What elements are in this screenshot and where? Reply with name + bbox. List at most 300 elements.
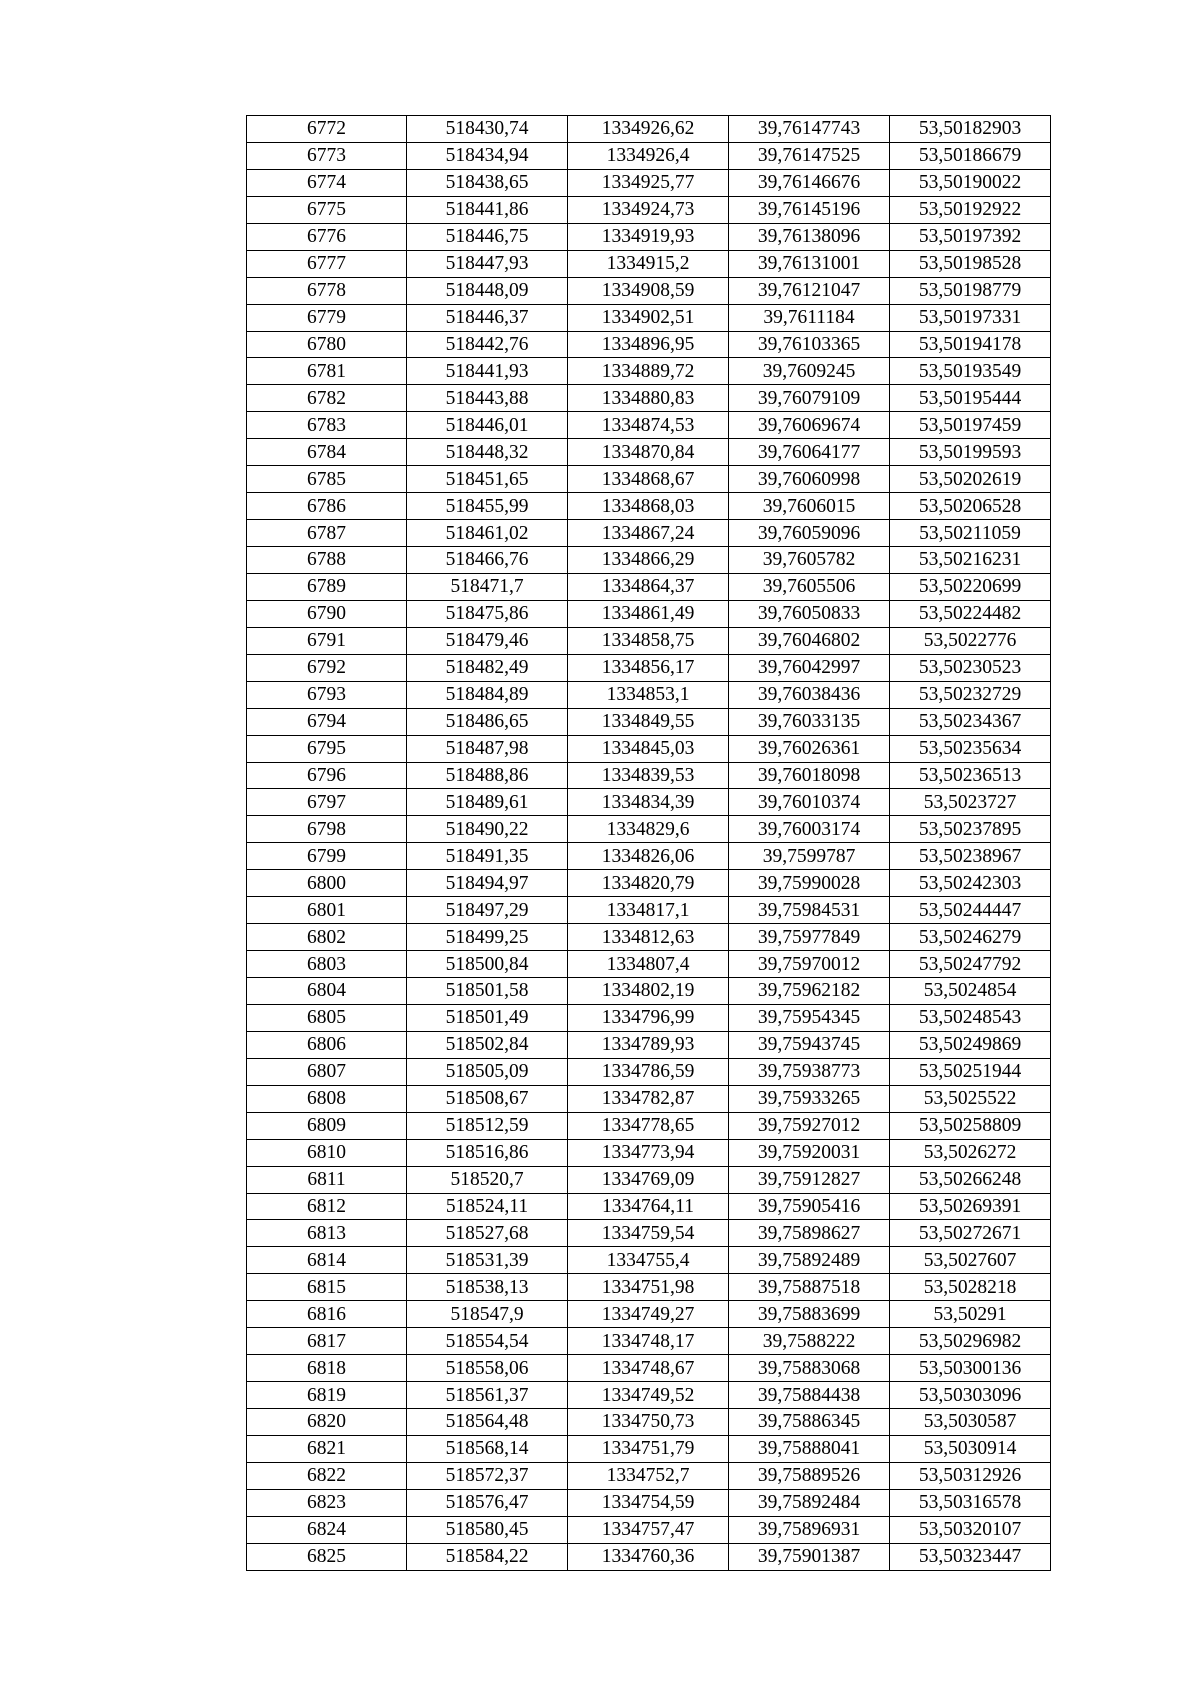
latitude-cell: 53,50316578	[890, 1489, 1051, 1516]
x-coordinate-cell: 518438,65	[407, 169, 568, 196]
point-number-cell: 6791	[247, 627, 407, 654]
x-coordinate-cell: 518554,54	[407, 1328, 568, 1355]
table-row	[247, 1058, 1051, 1085]
table-row	[247, 573, 1051, 600]
latitude-cell: 53,50186679	[890, 142, 1051, 169]
x-coordinate-cell: 518466,76	[407, 547, 568, 574]
y-coordinate-cell: 1334769,09	[568, 1166, 729, 1193]
longitude-cell: 39,76060998	[729, 466, 890, 493]
table-row	[247, 520, 1051, 547]
longitude-cell: 39,75887518	[729, 1274, 890, 1301]
y-coordinate-cell: 1334749,27	[568, 1301, 729, 1328]
longitude-cell: 39,76147525	[729, 142, 890, 169]
latitude-cell: 53,50242303	[890, 870, 1051, 897]
x-coordinate-cell: 518520,7	[407, 1166, 568, 1193]
x-coordinate-cell: 518491,35	[407, 843, 568, 870]
latitude-cell: 53,50258809	[890, 1112, 1051, 1139]
longitude-cell: 39,75886345	[729, 1409, 890, 1436]
x-coordinate-cell: 518538,13	[407, 1274, 568, 1301]
table-row	[247, 1274, 1051, 1301]
x-coordinate-cell: 518441,93	[407, 358, 568, 385]
y-coordinate-cell: 1334896,95	[568, 331, 729, 358]
longitude-cell: 39,76018098	[729, 762, 890, 789]
point-number-cell: 6776	[247, 223, 407, 250]
y-coordinate-cell: 1334802,19	[568, 978, 729, 1005]
longitude-cell: 39,76026361	[729, 735, 890, 762]
table-row	[247, 547, 1051, 574]
table-row	[247, 493, 1051, 520]
point-number-cell: 6818	[247, 1355, 407, 1382]
x-coordinate-cell: 518448,09	[407, 277, 568, 304]
y-coordinate-cell: 1334748,17	[568, 1328, 729, 1355]
longitude-cell: 39,76079109	[729, 385, 890, 412]
y-coordinate-cell: 1334868,03	[568, 493, 729, 520]
point-number-cell: 6817	[247, 1328, 407, 1355]
x-coordinate-cell: 518461,02	[407, 520, 568, 547]
latitude-cell: 53,50182903	[890, 116, 1051, 143]
y-coordinate-cell: 1334829,6	[568, 816, 729, 843]
y-coordinate-cell: 1334902,51	[568, 304, 729, 331]
y-coordinate-cell: 1334773,94	[568, 1139, 729, 1166]
table-row	[247, 762, 1051, 789]
longitude-cell: 39,76069674	[729, 412, 890, 439]
table-row	[247, 1328, 1051, 1355]
point-number-cell: 6781	[247, 358, 407, 385]
longitude-cell: 39,7605782	[729, 547, 890, 574]
longitude-cell: 39,75883068	[729, 1355, 890, 1382]
y-coordinate-cell: 1334820,79	[568, 870, 729, 897]
point-number-cell: 6821	[247, 1435, 407, 1462]
x-coordinate-cell: 518531,39	[407, 1247, 568, 1274]
latitude-cell: 53,50211059	[890, 520, 1051, 547]
y-coordinate-cell: 1334807,4	[568, 951, 729, 978]
point-number-cell: 6812	[247, 1193, 407, 1220]
latitude-cell: 53,50220699	[890, 573, 1051, 600]
y-coordinate-cell: 1334752,7	[568, 1462, 729, 1489]
y-coordinate-cell: 1334778,65	[568, 1112, 729, 1139]
x-coordinate-cell: 518558,06	[407, 1355, 568, 1382]
point-number-cell: 6785	[247, 466, 407, 493]
table-row	[247, 304, 1051, 331]
y-coordinate-cell: 1334796,99	[568, 1004, 729, 1031]
longitude-cell: 39,76033135	[729, 708, 890, 735]
point-number-cell: 6774	[247, 169, 407, 196]
y-coordinate-cell: 1334834,39	[568, 789, 729, 816]
y-coordinate-cell: 1334864,37	[568, 573, 729, 600]
x-coordinate-cell: 518482,49	[407, 654, 568, 681]
latitude-cell: 53,50238967	[890, 843, 1051, 870]
x-coordinate-cell: 518561,37	[407, 1382, 568, 1409]
y-coordinate-cell: 1334757,47	[568, 1516, 729, 1543]
table-row	[247, 358, 1051, 385]
longitude-cell: 39,7605506	[729, 573, 890, 600]
point-number-cell: 6825	[247, 1543, 407, 1570]
y-coordinate-cell: 1334849,55	[568, 708, 729, 735]
point-number-cell: 6783	[247, 412, 407, 439]
latitude-cell: 53,50202619	[890, 466, 1051, 493]
longitude-cell: 39,76131001	[729, 250, 890, 277]
latitude-cell: 53,5027607	[890, 1247, 1051, 1274]
table-row	[247, 439, 1051, 466]
y-coordinate-cell: 1334853,1	[568, 681, 729, 708]
latitude-cell: 53,5025522	[890, 1085, 1051, 1112]
longitude-cell: 39,75920031	[729, 1139, 890, 1166]
point-number-cell: 6800	[247, 870, 407, 897]
y-coordinate-cell: 1334926,4	[568, 142, 729, 169]
table-row	[247, 385, 1051, 412]
table-row	[247, 1301, 1051, 1328]
point-number-cell: 6780	[247, 331, 407, 358]
longitude-cell: 39,76103365	[729, 331, 890, 358]
latitude-cell: 53,50197331	[890, 304, 1051, 331]
x-coordinate-cell: 518501,49	[407, 1004, 568, 1031]
longitude-cell: 39,75892489	[729, 1247, 890, 1274]
x-coordinate-cell: 518471,7	[407, 573, 568, 600]
table-row	[247, 708, 1051, 735]
point-number-cell: 6807	[247, 1058, 407, 1085]
y-coordinate-cell: 1334870,84	[568, 439, 729, 466]
point-number-cell: 6775	[247, 196, 407, 223]
point-number-cell: 6782	[247, 385, 407, 412]
y-coordinate-cell: 1334845,03	[568, 735, 729, 762]
latitude-cell: 53,50272671	[890, 1220, 1051, 1247]
longitude-cell: 39,75938773	[729, 1058, 890, 1085]
table-row	[247, 196, 1051, 223]
latitude-cell: 53,50190022	[890, 169, 1051, 196]
table-row	[247, 1489, 1051, 1516]
latitude-cell: 53,50194178	[890, 331, 1051, 358]
table-row	[247, 142, 1051, 169]
table-row	[247, 843, 1051, 870]
table-row	[247, 466, 1051, 493]
table-row	[247, 627, 1051, 654]
point-number-cell: 6787	[247, 520, 407, 547]
latitude-cell: 53,5028218	[890, 1274, 1051, 1301]
y-coordinate-cell: 1334817,1	[568, 897, 729, 924]
y-coordinate-cell: 1334856,17	[568, 654, 729, 681]
longitude-cell: 39,76046802	[729, 627, 890, 654]
y-coordinate-cell: 1334786,59	[568, 1058, 729, 1085]
x-coordinate-cell: 518497,29	[407, 897, 568, 924]
longitude-cell: 39,7599787	[729, 843, 890, 870]
point-number-cell: 6803	[247, 951, 407, 978]
y-coordinate-cell: 1334919,93	[568, 223, 729, 250]
point-number-cell: 6801	[247, 897, 407, 924]
longitude-cell: 39,75905416	[729, 1193, 890, 1220]
longitude-cell: 39,75984531	[729, 897, 890, 924]
table-row	[247, 1543, 1051, 1570]
x-coordinate-cell: 518486,65	[407, 708, 568, 735]
latitude-cell: 53,50193549	[890, 358, 1051, 385]
latitude-cell: 53,50216231	[890, 547, 1051, 574]
coordinates-table	[246, 115, 1051, 1571]
longitude-cell: 39,75912827	[729, 1166, 890, 1193]
y-coordinate-cell: 1334925,77	[568, 169, 729, 196]
table-row	[247, 331, 1051, 358]
x-coordinate-cell: 518500,84	[407, 951, 568, 978]
latitude-cell: 53,50232729	[890, 681, 1051, 708]
longitude-cell: 39,76147743	[729, 116, 890, 143]
x-coordinate-cell: 518512,59	[407, 1112, 568, 1139]
table-row	[247, 1031, 1051, 1058]
y-coordinate-cell: 1334748,67	[568, 1355, 729, 1382]
longitude-cell: 39,7611184	[729, 304, 890, 331]
point-number-cell: 6799	[247, 843, 407, 870]
y-coordinate-cell: 1334751,98	[568, 1274, 729, 1301]
table-row	[247, 951, 1051, 978]
latitude-cell: 53,50296982	[890, 1328, 1051, 1355]
y-coordinate-cell: 1334858,75	[568, 627, 729, 654]
x-coordinate-cell: 518446,37	[407, 304, 568, 331]
table-row	[247, 169, 1051, 196]
latitude-cell: 53,50320107	[890, 1516, 1051, 1543]
point-number-cell: 6792	[247, 654, 407, 681]
longitude-cell: 39,75970012	[729, 951, 890, 978]
longitude-cell: 39,76038436	[729, 681, 890, 708]
point-number-cell: 6819	[247, 1382, 407, 1409]
x-coordinate-cell: 518508,67	[407, 1085, 568, 1112]
table-row	[247, 1004, 1051, 1031]
x-coordinate-cell: 518487,98	[407, 735, 568, 762]
table-row	[247, 1112, 1051, 1139]
table-row	[247, 1516, 1051, 1543]
y-coordinate-cell: 1334866,29	[568, 547, 729, 574]
point-number-cell: 6805	[247, 1004, 407, 1031]
point-number-cell: 6796	[247, 762, 407, 789]
table-row	[247, 1355, 1051, 1382]
table-row	[247, 1462, 1051, 1489]
table-row	[247, 735, 1051, 762]
y-coordinate-cell: 1334760,36	[568, 1543, 729, 1570]
x-coordinate-cell: 518490,22	[407, 816, 568, 843]
x-coordinate-cell: 518446,01	[407, 412, 568, 439]
point-number-cell: 6777	[247, 250, 407, 277]
table-row	[247, 1435, 1051, 1462]
table-row	[247, 277, 1051, 304]
latitude-cell: 53,50303096	[890, 1382, 1051, 1409]
latitude-cell: 53,50266248	[890, 1166, 1051, 1193]
y-coordinate-cell: 1334750,73	[568, 1409, 729, 1436]
latitude-cell: 53,50246279	[890, 924, 1051, 951]
longitude-cell: 39,7609245	[729, 358, 890, 385]
longitude-cell: 39,76010374	[729, 789, 890, 816]
point-number-cell: 6815	[247, 1274, 407, 1301]
table-row	[247, 681, 1051, 708]
point-number-cell: 6822	[247, 1462, 407, 1489]
latitude-cell: 53,50323447	[890, 1543, 1051, 1570]
latitude-cell: 53,50224482	[890, 600, 1051, 627]
y-coordinate-cell: 1334874,53	[568, 412, 729, 439]
longitude-cell: 39,76064177	[729, 439, 890, 466]
longitude-cell: 39,75883699	[729, 1301, 890, 1328]
latitude-cell: 53,5023727	[890, 789, 1051, 816]
latitude-cell: 53,5030587	[890, 1409, 1051, 1436]
x-coordinate-cell: 518430,74	[407, 116, 568, 143]
point-number-cell: 6795	[247, 735, 407, 762]
y-coordinate-cell: 1334789,93	[568, 1031, 729, 1058]
latitude-cell: 53,50197459	[890, 412, 1051, 439]
longitude-cell: 39,76042997	[729, 654, 890, 681]
latitude-cell: 53,50197392	[890, 223, 1051, 250]
point-number-cell: 6820	[247, 1409, 407, 1436]
longitude-cell: 39,76050833	[729, 600, 890, 627]
table-row	[247, 816, 1051, 843]
x-coordinate-cell: 518502,84	[407, 1031, 568, 1058]
coordinates-table-body	[247, 116, 1051, 1571]
x-coordinate-cell: 518479,46	[407, 627, 568, 654]
x-coordinate-cell: 518434,94	[407, 142, 568, 169]
longitude-cell: 39,75954345	[729, 1004, 890, 1031]
y-coordinate-cell: 1334826,06	[568, 843, 729, 870]
point-number-cell: 6802	[247, 924, 407, 951]
x-coordinate-cell: 518516,86	[407, 1139, 568, 1166]
x-coordinate-cell: 518489,61	[407, 789, 568, 816]
x-coordinate-cell: 518572,37	[407, 1462, 568, 1489]
point-number-cell: 6772	[247, 116, 407, 143]
point-number-cell: 6779	[247, 304, 407, 331]
table-row	[247, 654, 1051, 681]
y-coordinate-cell: 1334867,24	[568, 520, 729, 547]
point-number-cell: 6778	[247, 277, 407, 304]
point-number-cell: 6794	[247, 708, 407, 735]
longitude-cell: 39,75977849	[729, 924, 890, 951]
longitude-cell: 39,76059096	[729, 520, 890, 547]
latitude-cell: 53,50251944	[890, 1058, 1051, 1085]
longitude-cell: 39,75901387	[729, 1543, 890, 1570]
y-coordinate-cell: 1334812,63	[568, 924, 729, 951]
point-number-cell: 6806	[247, 1031, 407, 1058]
y-coordinate-cell: 1334889,72	[568, 358, 729, 385]
table-row	[247, 412, 1051, 439]
latitude-cell: 53,5026272	[890, 1139, 1051, 1166]
point-number-cell: 6773	[247, 142, 407, 169]
latitude-cell: 53,50192922	[890, 196, 1051, 223]
table-row	[247, 600, 1051, 627]
longitude-cell: 39,75884438	[729, 1382, 890, 1409]
table-row	[247, 897, 1051, 924]
latitude-cell: 53,50198779	[890, 277, 1051, 304]
y-coordinate-cell: 1334755,4	[568, 1247, 729, 1274]
table-row	[247, 1085, 1051, 1112]
x-coordinate-cell: 518501,58	[407, 978, 568, 1005]
point-number-cell: 6797	[247, 789, 407, 816]
latitude-cell: 53,50235634	[890, 735, 1051, 762]
latitude-cell: 53,50269391	[890, 1193, 1051, 1220]
latitude-cell: 53,50198528	[890, 250, 1051, 277]
x-coordinate-cell: 518580,45	[407, 1516, 568, 1543]
x-coordinate-cell: 518524,11	[407, 1193, 568, 1220]
point-number-cell: 6804	[247, 978, 407, 1005]
longitude-cell: 39,76003174	[729, 816, 890, 843]
table-row	[247, 1220, 1051, 1247]
y-coordinate-cell: 1334759,54	[568, 1220, 729, 1247]
y-coordinate-cell: 1334861,49	[568, 600, 729, 627]
latitude-cell: 53,50247792	[890, 951, 1051, 978]
longitude-cell: 39,76138096	[729, 223, 890, 250]
table-row	[247, 1247, 1051, 1274]
x-coordinate-cell: 518494,97	[407, 870, 568, 897]
latitude-cell: 53,5024854	[890, 978, 1051, 1005]
latitude-cell: 53,5030914	[890, 1435, 1051, 1462]
latitude-cell: 53,50236513	[890, 762, 1051, 789]
x-coordinate-cell: 518455,99	[407, 493, 568, 520]
point-number-cell: 6809	[247, 1112, 407, 1139]
table-row	[247, 250, 1051, 277]
point-number-cell: 6823	[247, 1489, 407, 1516]
point-number-cell: 6810	[247, 1139, 407, 1166]
latitude-cell: 53,50291	[890, 1301, 1051, 1328]
x-coordinate-cell: 518505,09	[407, 1058, 568, 1085]
y-coordinate-cell: 1334926,62	[568, 116, 729, 143]
x-coordinate-cell: 518564,48	[407, 1409, 568, 1436]
table-row	[247, 1382, 1051, 1409]
y-coordinate-cell: 1334868,67	[568, 466, 729, 493]
x-coordinate-cell: 518484,89	[407, 681, 568, 708]
longitude-cell: 39,75927012	[729, 1112, 890, 1139]
x-coordinate-cell: 518488,86	[407, 762, 568, 789]
longitude-cell: 39,75892484	[729, 1489, 890, 1516]
table-row	[247, 870, 1051, 897]
latitude-cell: 53,50230523	[890, 654, 1051, 681]
point-number-cell: 6788	[247, 547, 407, 574]
table-row	[247, 223, 1051, 250]
x-coordinate-cell: 518547,9	[407, 1301, 568, 1328]
longitude-cell: 39,76146676	[729, 169, 890, 196]
latitude-cell: 53,50199593	[890, 439, 1051, 466]
x-coordinate-cell: 518576,47	[407, 1489, 568, 1516]
point-number-cell: 6824	[247, 1516, 407, 1543]
latitude-cell: 53,50312926	[890, 1462, 1051, 1489]
x-coordinate-cell: 518451,65	[407, 466, 568, 493]
point-number-cell: 6816	[247, 1301, 407, 1328]
point-number-cell: 6793	[247, 681, 407, 708]
x-coordinate-cell: 518446,75	[407, 223, 568, 250]
y-coordinate-cell: 1334880,83	[568, 385, 729, 412]
latitude-cell: 53,50195444	[890, 385, 1051, 412]
point-number-cell: 6784	[247, 439, 407, 466]
point-number-cell: 6789	[247, 573, 407, 600]
y-coordinate-cell: 1334839,53	[568, 762, 729, 789]
point-number-cell: 6811	[247, 1166, 407, 1193]
point-number-cell: 6814	[247, 1247, 407, 1274]
longitude-cell: 39,75990028	[729, 870, 890, 897]
x-coordinate-cell: 518442,76	[407, 331, 568, 358]
longitude-cell: 39,75943745	[729, 1031, 890, 1058]
x-coordinate-cell: 518499,25	[407, 924, 568, 951]
y-coordinate-cell: 1334764,11	[568, 1193, 729, 1220]
y-coordinate-cell: 1334751,79	[568, 1435, 729, 1462]
latitude-cell: 53,50237895	[890, 816, 1051, 843]
longitude-cell: 39,76145196	[729, 196, 890, 223]
table-row	[247, 978, 1051, 1005]
y-coordinate-cell: 1334924,73	[568, 196, 729, 223]
table-row	[247, 1139, 1051, 1166]
longitude-cell: 39,7606015	[729, 493, 890, 520]
x-coordinate-cell: 518568,14	[407, 1435, 568, 1462]
point-number-cell: 6808	[247, 1085, 407, 1112]
latitude-cell: 53,50234367	[890, 708, 1051, 735]
longitude-cell: 39,75898627	[729, 1220, 890, 1247]
latitude-cell: 53,50244447	[890, 897, 1051, 924]
x-coordinate-cell: 518441,86	[407, 196, 568, 223]
x-coordinate-cell: 518447,93	[407, 250, 568, 277]
latitude-cell: 53,5022776	[890, 627, 1051, 654]
x-coordinate-cell: 518527,68	[407, 1220, 568, 1247]
longitude-cell: 39,75889526	[729, 1462, 890, 1489]
x-coordinate-cell: 518443,88	[407, 385, 568, 412]
latitude-cell: 53,50249869	[890, 1031, 1051, 1058]
point-number-cell: 6786	[247, 493, 407, 520]
